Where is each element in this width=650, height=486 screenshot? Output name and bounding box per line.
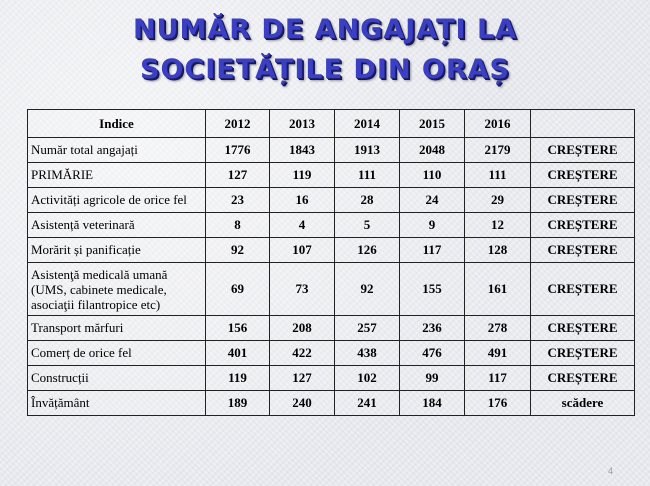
cell-value: 401: [206, 341, 270, 366]
row-label: PRIMĂRIE: [28, 163, 206, 188]
cell-value: 438: [335, 341, 400, 366]
table-row: [28, 263, 635, 316]
column-header: 2015: [400, 110, 465, 138]
table-row: [28, 341, 635, 366]
employees-table: [27, 109, 635, 416]
cell-value: 128: [465, 238, 531, 263]
cell-value: 9: [400, 213, 465, 238]
cell-value: 117: [400, 238, 465, 263]
cell-value: 127: [206, 163, 270, 188]
cell-value: 126: [335, 238, 400, 263]
row-label: Învățământ: [28, 391, 206, 416]
table-header-row: [28, 110, 635, 138]
cell-value: 184: [400, 391, 465, 416]
cell-value: 278: [465, 316, 531, 341]
cell-value: 155: [400, 263, 465, 316]
cell-value: 24: [400, 188, 465, 213]
cell-value: 110: [400, 163, 465, 188]
cell-value: 69: [206, 263, 270, 316]
row-label: Morărit și panificație: [28, 238, 206, 263]
table-row: [28, 188, 635, 213]
column-header: 2012: [206, 110, 270, 138]
cell-value: 2179: [465, 138, 531, 163]
cell-value: 16: [270, 188, 335, 213]
page-number: 4: [608, 466, 614, 476]
trend-cell: CREȘTERE: [531, 188, 635, 213]
row-label: Număr total angajați: [28, 138, 206, 163]
slide-title-line-2: SOCIETĂȚILE DIN ORAȘ: [140, 54, 510, 85]
table-row: [28, 138, 635, 163]
cell-value: 107: [270, 238, 335, 263]
cell-value: 240: [270, 391, 335, 416]
trend-cell: scădere: [531, 391, 635, 416]
cell-value: 1776: [206, 138, 270, 163]
cell-value: 1843: [270, 138, 335, 163]
cell-value: 257: [335, 316, 400, 341]
cell-value: 92: [206, 238, 270, 263]
trend-cell: CREȘTERE: [531, 366, 635, 391]
cell-value: 12: [465, 213, 531, 238]
cell-value: 28: [335, 188, 400, 213]
cell-value: 2048: [400, 138, 465, 163]
cell-value: 99: [400, 366, 465, 391]
column-header: 2016: [465, 110, 531, 138]
cell-value: 176: [465, 391, 531, 416]
cell-value: 189: [206, 391, 270, 416]
row-label: Activități agricole de orice fel: [28, 188, 206, 213]
cell-value: 127: [270, 366, 335, 391]
cell-value: 102: [335, 366, 400, 391]
cell-value: 156: [206, 316, 270, 341]
table-row: [28, 316, 635, 341]
cell-value: 1913: [335, 138, 400, 163]
cell-value: 8: [206, 213, 270, 238]
trend-cell: CREȘTERE: [531, 316, 635, 341]
cell-value: 119: [206, 366, 270, 391]
table-row: [28, 238, 635, 263]
row-label: Construcții: [28, 366, 206, 391]
column-header: 2013: [270, 110, 335, 138]
cell-value: 4: [270, 213, 335, 238]
row-label: Transport mărfuri: [28, 316, 206, 341]
slide-title-line-1: NUMĂR DE ANGAJAȚI LA: [132, 14, 518, 45]
cell-value: 241: [335, 391, 400, 416]
row-label: Comerț de orice fel: [28, 341, 206, 366]
column-header: 2014: [335, 110, 400, 138]
column-header: Indice: [28, 110, 206, 138]
column-header: [531, 110, 635, 138]
cell-value: 73: [270, 263, 335, 316]
cell-value: 208: [270, 316, 335, 341]
table-row: [28, 163, 635, 188]
cell-value: 236: [400, 316, 465, 341]
cell-value: 117: [465, 366, 531, 391]
cell-value: 476: [400, 341, 465, 366]
cell-value: 161: [465, 263, 531, 316]
table-row: [28, 391, 635, 416]
cell-value: 92: [335, 263, 400, 316]
row-label: Asistenţă medicală umană (UMS, cabinete medicale, asociaţii filantropice etc): [28, 263, 206, 316]
trend-cell: CREȘTERE: [531, 341, 635, 366]
trend-cell: CREȘTERE: [531, 263, 635, 316]
row-label: Asistență veterinară: [28, 213, 206, 238]
table-row: [28, 213, 635, 238]
cell-value: 29: [465, 188, 531, 213]
table-row: [28, 366, 635, 391]
cell-value: 111: [335, 163, 400, 188]
cell-value: 5: [335, 213, 400, 238]
cell-value: 422: [270, 341, 335, 366]
trend-cell: CREȘTERE: [531, 138, 635, 163]
trend-cell: CREȘTERE: [531, 238, 635, 263]
cell-value: 491: [465, 341, 531, 366]
trend-cell: CREȘTERE: [531, 213, 635, 238]
trend-cell: CREȘTERE: [531, 163, 635, 188]
cell-value: 119: [270, 163, 335, 188]
cell-value: 111: [465, 163, 531, 188]
cell-value: 23: [206, 188, 270, 213]
